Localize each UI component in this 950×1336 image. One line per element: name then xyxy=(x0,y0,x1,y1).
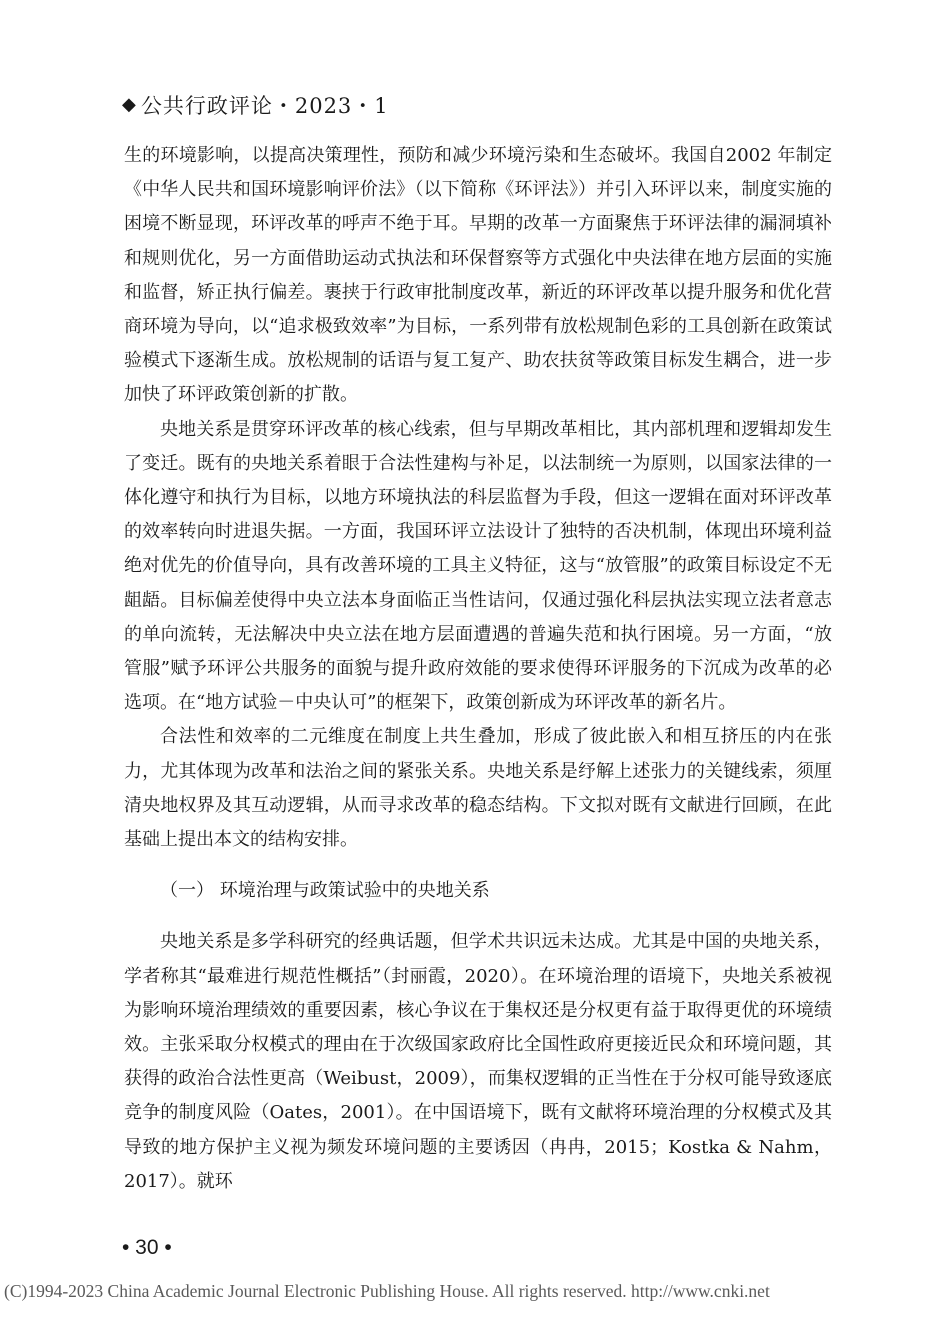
paragraph: 央地关系是贯穿环评改革的核心线索，但与早期改革相比，其内部机理和逻辑却发生了变迁。既有的央地关系着眼于合法性建构与补足，以法制统一为原则，以国家法律的一体化遵守和执行为目标，以地方环境执法的科层监督为手段，但这一逻辑在面对环评改革的效率转向时进退失据。一方面，我国环评立法设计了独特的否决机制，体现出环境利益绝对优先的价值导向，具有改善环境的工具主义特征，这与“放管服”的政策目标设定不无龃龉。目标偏差使得中央立法本身面临正当性诘问，仅通过强化科层执法实现立法者意志的单向流转，无法解决中央立法在地方层面遭遇的普遍失范和执行困境。另一方面，“放管服”赋予环评公共服务的面貌与提升政府效能的要求使得环评服务的下沉成为改革的必选项。在“地方试验－中央认可”的框架下，政策创新成为环评改革的新名片。 xyxy=(124,418,832,714)
journal-title: 公共行政评论・2023・1 xyxy=(140,94,389,118)
article-body xyxy=(124,139,832,1199)
diamond-icon: ◆ xyxy=(122,94,137,115)
section-paragraph: 央地关系是多学科研究的经典话题，但学术共识远未达成。尤其是中国的央地关系，学者称其“最难进行规范性概括”（封丽霞，2020）。在环境治理的语境下，央地关系被视为影响环境治理绩效的重要因素，核心争议在于集权还是分权更有益于取得更优的环境绩效。主张采取分权模式的理由在于次级国家政府比全国性政府更接近民众和环境问题，其获得的政治合法性更高（Weibust，2009），而集权逻辑的正当性在于分权可能导致逐底竞争的制度风险（Oates，2001）。在中国语境下，既有文献将环境治理的分权模式及其导致的地方保护主义视为频发环境问题的主要诱因（冉冉，2015；Kostka & Nahm，2017）。就环 xyxy=(124,931,832,1192)
page-number: • 30 • xyxy=(122,1236,172,1259)
paragraph-continued: 生的环境影响，以提高决策理性，预防和减少环境污染和生态破坏。我国自2002 年制定《中华人民共和国环境影响评价法》（以下简称《环评法》）并引入环评以来，制度实施的困境不断显现，环评改革的呼声不绝于耳。早期的改革一方面聚焦于环评法律的漏洞填补和规则优化，另一方面借助运动式执法和环保督察等方式强化中央法律在地方层面的实施和监督，矫正执行偏差。裹挟于行政审批制度改革，新近的环评改革以提升服务和优化营商环境为导向，以“追求极致效率”为目标，一系列带有放松规制色彩的工具创新在政策试验模式下逐渐生成。放松规制的话语与复工复产、助农扶贫等政策目标发生耦合，进一步加快了环评政策创新的扩散。 xyxy=(124,145,832,406)
paragraph: 合法性和效率的二元维度在制度上共生叠加，形成了彼此嵌入和相互挤压的内在张力，尤其体现为改革和法治之间的紧张关系。央地关系是纾解上述张力的关键线索，须厘清央地权界及其互动逻辑，从而寻求改革的稳态结构。下文拟对既有文献进行回顾，在此基础上提出本文的结构安排。 xyxy=(124,726,832,851)
section-heading: （一） 环境治理与政策试验中的央地关系 xyxy=(160,880,490,902)
copyright-footer: (C)1994-2023 China Academic Journal Electronic Publishing House. All rights reserved. http://www.cnki.net xyxy=(4,1281,770,1301)
running-header xyxy=(122,90,389,120)
